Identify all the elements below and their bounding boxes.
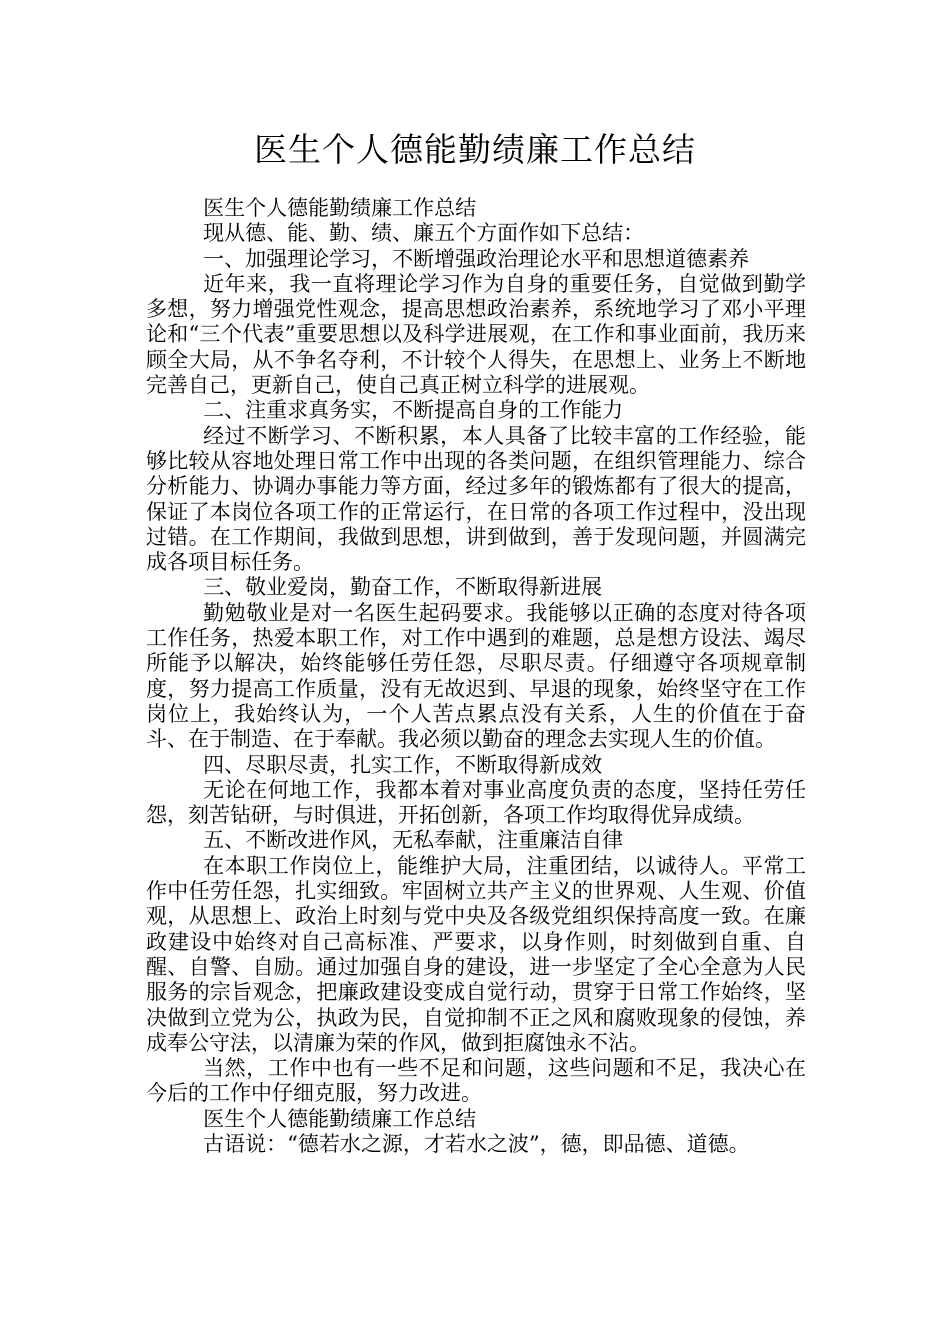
section-heading-1: 一、加强理论学习，不断增强政治理论水平和思想道德素养 [203,246,750,271]
paragraph-subtitle: 医生个人德能勤绩廉工作总结 [203,196,477,220]
paragraph-quote: 古语说：“德若水之源，才若水之波”，德，即品德、道德。 [203,1131,750,1156]
paragraph-intro: 现从德、能、勤、绩、廉五个方面作如下总结： [203,221,645,246]
section-heading-2: 二、注重求真务实，不断提高自身的工作能力 [203,398,624,423]
paragraph-section-5: 在本职工作岗位上，能维护大局，注重团结，以诚待人。平常工作中任劳任怨，扎实细致。牢固树立共产主义的世界观、人生观、价值观，从思想上、政治上时刻与党中央及各级党组织保持高度一致。在廉政建设中始终对自己高标准、严要求，以身作则，时刻做到自重、自醒、自警、自励。通过加强自身的建设，进一步坚定了全心全意为人民服务的宗旨观念，把廉政建设变成自觉行动，贯穿于日常工作始终，坚决做到立党为公，执政为民，自觉抑制不正之风和腐败现象的侵蚀，养成奉公守法，以清廉为荣的作风，做到拒腐蚀永不沾。 [146,853,806,1055]
section-heading-3: 三、敬业爱岗，勤奋工作，不断取得新进展 [203,575,603,600]
paragraph-section-3: 勤勉敬业是对一名医生起码要求。我能够以正确的态度对待各项工作任务，热爱本职工作，对工作中遇到的难题，总是想方设法、竭尽所能予以解决，始终能够任劳任怨，尽职尽责。仔细遵守各项规章制度，努力提高工作质量，没有无故迟到、早退的现象，始终坚守在工作岗位上，我始终认为，一个人苦点累点没有关系，人生的价值在于奋斗、在于制造、在于奉献。我必须以勤奋的理念去实现人生的价值。 [146,600,806,752]
paragraph-section-4: 无论在何地工作，我都本着对事业高度负责的态度，坚持任劳任怨，刻苦钻研，与时俱进，开拓创新，各项工作均取得优异成绩。 [146,777,806,828]
paragraph-section-1: 近年来，我一直将理论学习作为自身的重要任务，自觉做到勤学多想，努力增强党性观念，提高思想政治素养，系统地学习了邓小平理论和“三个代表”重要思想以及科学进展观，在工作和事业面前，我历来顾全大局，从不争名夺利，不计较个人得失，在思想上、业务上不断地完善自己，更新自己，使自己真正树立科学的进展观。 [146,271,806,398]
section-heading-4: 四、尽职尽责，扎实工作，不断取得新成效 [203,752,603,777]
paragraph-section-2: 经过不断学习、不断积累，本人具备了比较丰富的工作经验，能够比较从容地处理日常工作中出现的各类问题，在组织管理能力、综合分析能力、协调办事能力等方面，经过多年的锻炼都有了很大的提高，保证了本岗位各项工作的正常运行，在日常的各项工作过程中，没出现过错。在工作期间，我做到思想，讲到做到，善于发现问题，并圆满完成各项目标任务。 [146,423,806,575]
document-title: 医生个人德能勤绩廉工作总结 [254,130,696,169]
document-body [146,196,806,1157]
paragraph-conclusion: 当然，工作中也有一些不足和问题，这些问题和不足，我决心在今后的工作中仔细克服，努力改进。 [146,1056,806,1106]
section-heading-5: 五、不断改进作风，无私奉献，注重廉洁自律 [203,828,624,853]
paragraph-second-title: 医生个人德能勤绩廉工作总结 [203,1106,477,1131]
